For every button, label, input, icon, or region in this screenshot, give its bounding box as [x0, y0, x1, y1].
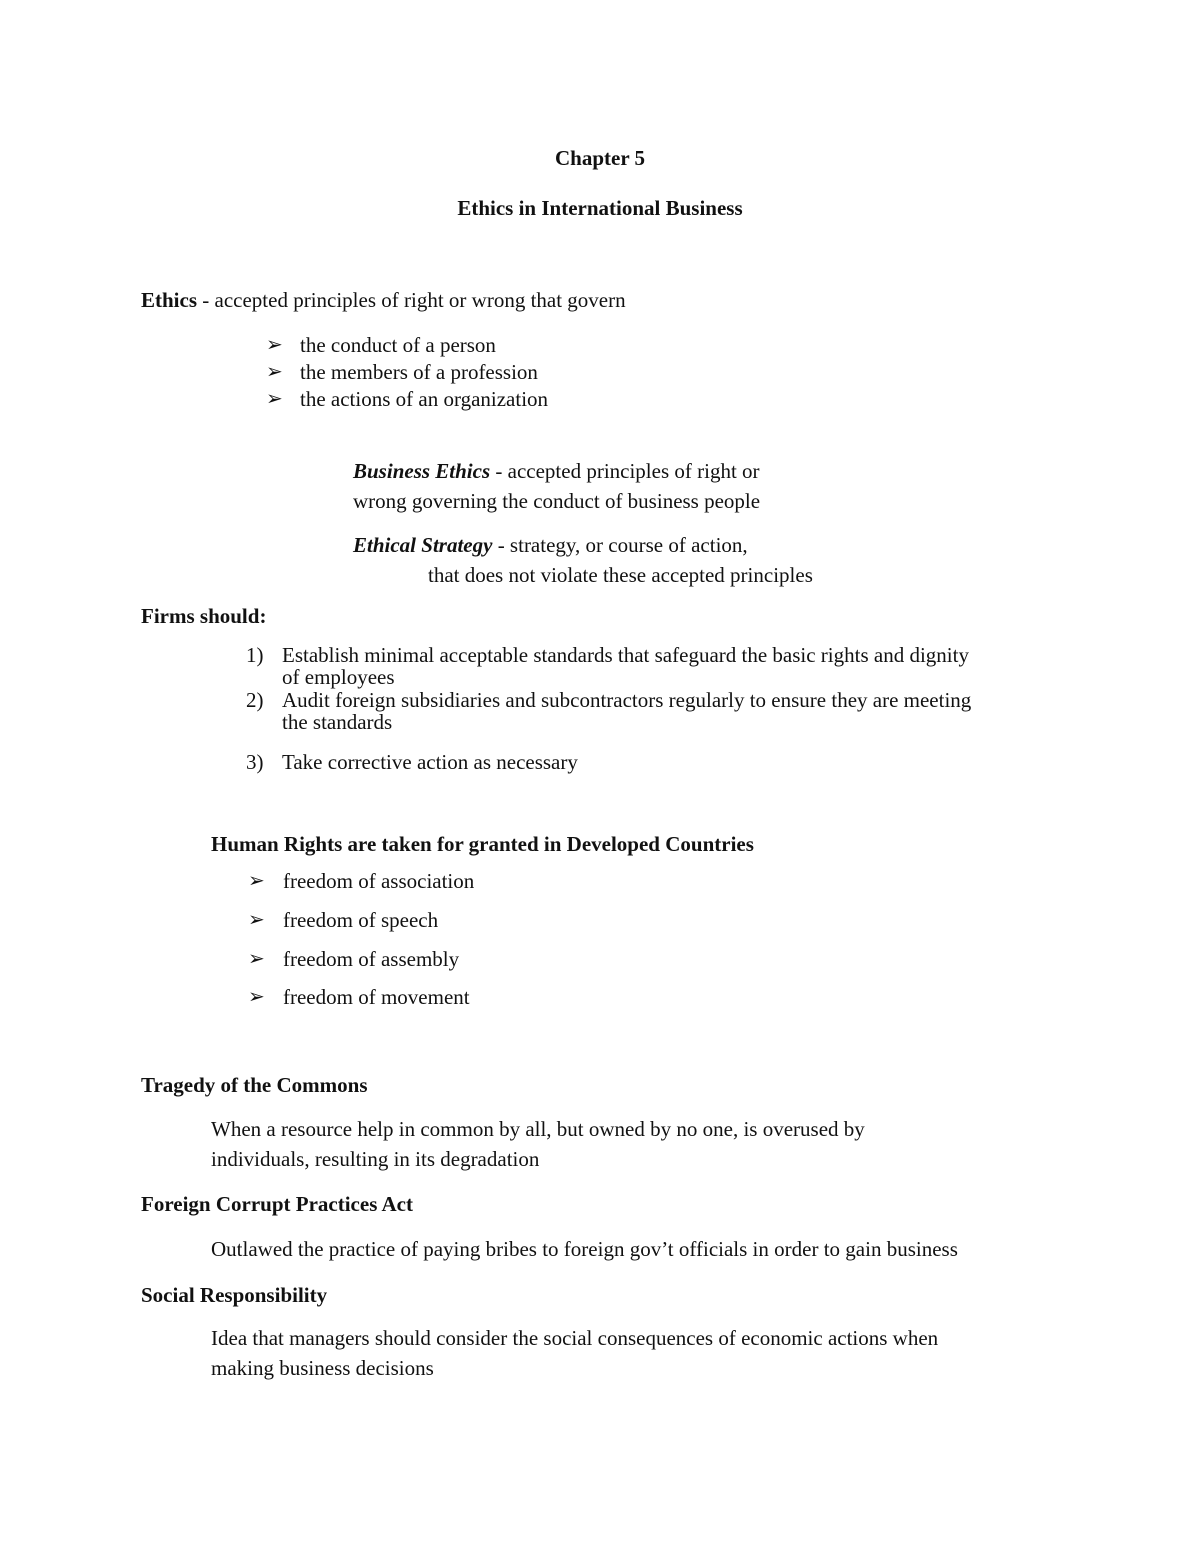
- arrow-bullet-icon: ➢: [248, 870, 265, 892]
- ethical-strategy-def-line2: that does not violate these accepted principles: [428, 563, 813, 587]
- social-text-line2: making business decisions: [211, 1356, 434, 1380]
- business-ethics-term: Business Ethics: [353, 459, 491, 483]
- ethics-item: the conduct of a person: [300, 333, 496, 357]
- arrow-bullet-icon: ➢: [266, 361, 283, 383]
- chapter-title: Chapter 5: [554, 146, 646, 170]
- ethical-strategy-term: Ethical Strategy: [353, 533, 493, 557]
- ethics-item: the members of a profession: [300, 360, 538, 384]
- business-ethics-definition: [353, 458, 760, 484]
- ethics-definition-text: - accepted principles of right or wrong that govern: [197, 288, 626, 312]
- firms-item-line: Audit foreign subsidiaries and subcontractors regularly to ensure they are meeting: [282, 688, 972, 712]
- firms-item-line: Take corrective action as necessary: [282, 750, 578, 774]
- tragedy-heading: Tragedy of the Commons: [141, 1073, 368, 1097]
- list-number: 2): [246, 688, 264, 712]
- social-heading: Social Responsibility: [141, 1283, 328, 1307]
- list-number: 1): [246, 643, 264, 667]
- firms-item-line: of employees: [282, 665, 395, 689]
- fcpa-text: Outlawed the practice of paying bribes to foreign gov’t officials in order to gain business: [211, 1237, 958, 1261]
- firms-item-line: Establish minimal acceptable standards that safeguard the basic rights and dignity: [282, 643, 969, 667]
- human-rights-heading: Human Rights are taken for granted in Developed Countries: [211, 832, 754, 856]
- ethics-definition: [141, 287, 626, 313]
- ethics-item: the actions of an organization: [300, 387, 549, 411]
- firms-item-line: the standards: [282, 710, 393, 734]
- arrow-bullet-icon: ➢: [266, 334, 283, 356]
- human-rights-item: freedom of association: [283, 869, 475, 893]
- ethics-term: Ethics: [141, 288, 198, 312]
- chapter-subtitle: Ethics in International Business: [457, 196, 743, 220]
- list-number: 3): [246, 750, 264, 774]
- ethical-strategy-definition: [353, 532, 748, 558]
- tragedy-text-line2: individuals, resulting in its degradation: [211, 1147, 540, 1171]
- human-rights-item: freedom of movement: [283, 985, 470, 1009]
- human-rights-item: freedom of assembly: [283, 947, 460, 971]
- human-rights-item: freedom of speech: [283, 908, 439, 932]
- arrow-bullet-icon: ➢: [248, 948, 265, 970]
- firms-heading: Firms should:: [141, 604, 267, 628]
- arrow-bullet-icon: ➢: [248, 909, 265, 931]
- social-text-line1: Idea that managers should consider the social consequences of economic actions when: [211, 1326, 939, 1350]
- arrow-bullet-icon: ➢: [266, 388, 283, 410]
- business-ethics-def-line1: - accepted principles of right or: [490, 459, 760, 483]
- tragedy-text-line1: When a resource help in common by all, but owned by no one, is overused by: [211, 1117, 865, 1141]
- ethical-strategy-def-line1: - strategy, or course of action,: [492, 533, 748, 557]
- fcpa-heading: Foreign Corrupt Practices Act: [141, 1192, 413, 1216]
- business-ethics-def-line2: wrong governing the conduct of business people: [353, 489, 761, 513]
- arrow-bullet-icon: ➢: [248, 986, 265, 1008]
